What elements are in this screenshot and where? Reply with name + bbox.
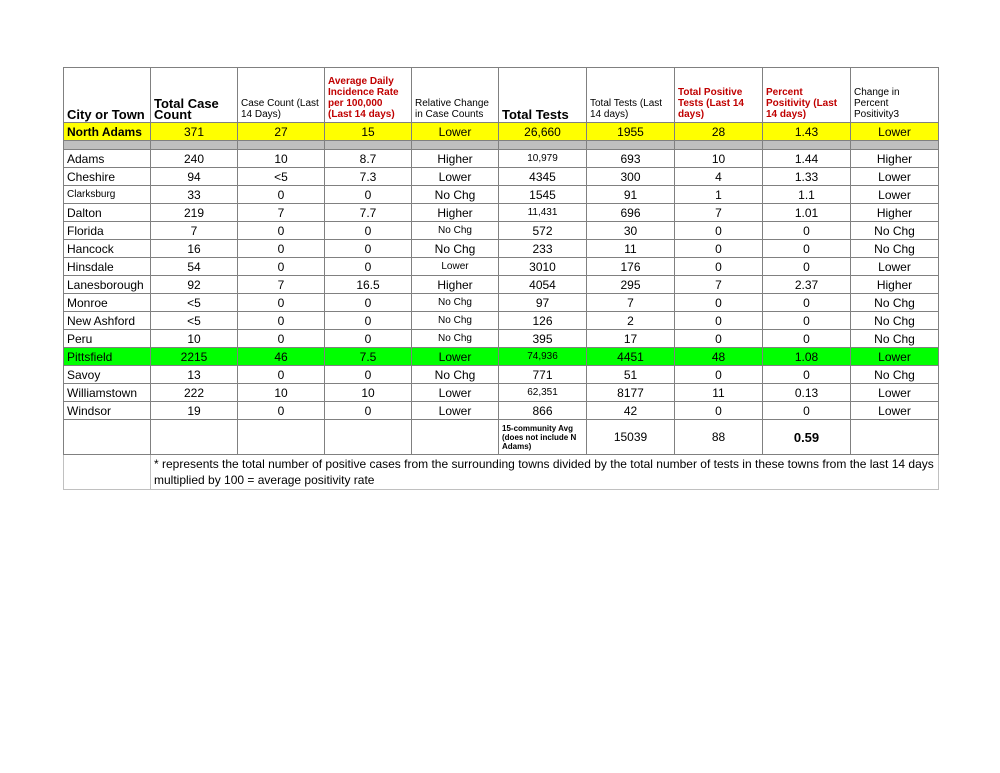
separator-cell (64, 141, 151, 150)
separator-cell (325, 141, 412, 150)
separator-cell (499, 141, 587, 150)
table-cell: 0 (763, 330, 851, 348)
avg-label: 15-community Avg (does not include N Adams) (499, 420, 587, 455)
separator-cell (151, 141, 238, 150)
table-cell: 0 (238, 312, 325, 330)
table-cell: 17 (587, 330, 675, 348)
table-cell: <5 (151, 294, 238, 312)
table-cell: 0 (675, 222, 763, 240)
table-cell: Higher (851, 150, 939, 168)
table-cell: 0 (675, 330, 763, 348)
town-name-cell: Windsor (64, 402, 151, 420)
table-cell: 1.44 (763, 150, 851, 168)
separator-cell (763, 141, 851, 150)
table-row (64, 186, 939, 204)
table-cell: Higher (412, 276, 499, 294)
table-cell: 42 (587, 402, 675, 420)
table-cell: 222 (151, 384, 238, 402)
average-row (64, 420, 939, 455)
empty-cell (64, 420, 151, 455)
town-name-cell: Dalton (64, 204, 151, 222)
header-total-tests-14: Total Tests (Last 14 days) (587, 68, 675, 123)
table-cell: 0 (238, 222, 325, 240)
table-cell: 0 (763, 240, 851, 258)
header-avg-daily-incidence: Average Daily Incidence Rate per 100,000 (Last 14 days) (325, 68, 412, 123)
table-cell: 0 (325, 294, 412, 312)
town-name-cell: Williamstown (64, 384, 151, 402)
town-name-cell: Hancock (64, 240, 151, 258)
table-cell: No Chg (851, 366, 939, 384)
empty-cell (851, 420, 939, 455)
table-cell: Higher (851, 204, 939, 222)
table-cell: 0 (675, 294, 763, 312)
table-cell: 7 (238, 204, 325, 222)
table-cell: 0 (325, 240, 412, 258)
table-cell: 4 (675, 168, 763, 186)
empty-cell (412, 420, 499, 455)
town-data-table (63, 67, 939, 490)
table-cell: 0 (763, 294, 851, 312)
table-cell: 4054 (499, 276, 587, 294)
town-name-cell: Pittsfield (64, 348, 151, 366)
header-case-count-14: Case Count (Last 14 Days) (238, 68, 325, 123)
table-row (64, 384, 939, 402)
table-cell: Lower (412, 168, 499, 186)
table-row (64, 366, 939, 384)
empty-cell (151, 420, 238, 455)
table-row (64, 204, 939, 222)
table-cell: 16 (151, 240, 238, 258)
table-cell: 10 (151, 330, 238, 348)
header-total-tests: Total Tests (499, 68, 587, 123)
table-cell: Higher (412, 150, 499, 168)
table-cell: Lower (412, 348, 499, 366)
table-cell: 92 (151, 276, 238, 294)
town-name-cell: Clarksburg (64, 186, 151, 204)
table-cell: 0 (238, 258, 325, 276)
table-cell: 0 (675, 402, 763, 420)
table-cell: 15 (325, 123, 412, 141)
table-cell: No Chg (851, 222, 939, 240)
table-cell: 0 (238, 240, 325, 258)
table-cell: 94 (151, 168, 238, 186)
table-cell: 1.01 (763, 204, 851, 222)
table-cell: 219 (151, 204, 238, 222)
town-name-cell: Lanesborough (64, 276, 151, 294)
header-row (64, 68, 939, 123)
table-cell: 26,660 (499, 123, 587, 141)
separator-cell (238, 141, 325, 150)
table-cell: 300 (587, 168, 675, 186)
town-name-cell: Savoy (64, 366, 151, 384)
table-cell: 28 (675, 123, 763, 141)
table-cell: 0 (325, 402, 412, 420)
table-cell: Lower (851, 348, 939, 366)
table-cell: 11 (675, 384, 763, 402)
table-cell: 2215 (151, 348, 238, 366)
table-cell: 696 (587, 204, 675, 222)
table-cell: 126 (499, 312, 587, 330)
table-cell: Lower (412, 123, 499, 141)
table-cell: 0 (238, 294, 325, 312)
table-cell: 0 (675, 240, 763, 258)
table-cell: 10,979 (499, 150, 587, 168)
table-cell: No Chg (851, 312, 939, 330)
table-cell: 0 (675, 366, 763, 384)
table-cell: 51 (587, 366, 675, 384)
table-cell: 54 (151, 258, 238, 276)
table-cell: No Chg (851, 240, 939, 258)
table-cell: 0 (325, 312, 412, 330)
table-cell: 4345 (499, 168, 587, 186)
table-cell: 30 (587, 222, 675, 240)
table-cell: 46 (238, 348, 325, 366)
table-cell: 0 (238, 402, 325, 420)
table-cell: No Chg (412, 330, 499, 348)
table-cell: North Adams (64, 123, 151, 141)
table-cell: Lower (851, 123, 939, 141)
table-cell: 0 (763, 402, 851, 420)
town-name-cell: New Ashford (64, 312, 151, 330)
table-cell: 0 (238, 366, 325, 384)
table-cell: 176 (587, 258, 675, 276)
table-cell: 0 (325, 366, 412, 384)
header-city: City or Town (64, 68, 151, 123)
avg-tests-14: 15039 (587, 420, 675, 455)
north-adams-row (64, 123, 939, 141)
town-name-cell: Cheshire (64, 168, 151, 186)
table-cell: 1 (675, 186, 763, 204)
table-cell: 19 (151, 402, 238, 420)
table-cell: 7.5 (325, 348, 412, 366)
table-cell: No Chg (851, 294, 939, 312)
table-cell: 3010 (499, 258, 587, 276)
table-cell: Lower (851, 402, 939, 420)
table-cell: 7 (238, 276, 325, 294)
table-cell: 8.7 (325, 150, 412, 168)
table-cell: 7.7 (325, 204, 412, 222)
table-cell: 0 (675, 312, 763, 330)
table-cell: 693 (587, 150, 675, 168)
table-cell: 7 (675, 276, 763, 294)
table-cell: Lower (412, 258, 499, 276)
table-cell: 0 (763, 258, 851, 276)
table-cell: 771 (499, 366, 587, 384)
table-cell: Lower (851, 258, 939, 276)
town-name-cell: Hinsdale (64, 258, 151, 276)
table-cell: 13 (151, 366, 238, 384)
table-cell: 10 (675, 150, 763, 168)
table-cell: 0 (325, 222, 412, 240)
table-cell: 4451 (587, 348, 675, 366)
table-cell: 11 (587, 240, 675, 258)
table-row (64, 150, 939, 168)
table-cell: 7 (587, 294, 675, 312)
table-row (64, 222, 939, 240)
covid-data-sheet (63, 67, 938, 490)
table-cell: 866 (499, 402, 587, 420)
table-cell: No Chg (412, 186, 499, 204)
table-cell: 8177 (587, 384, 675, 402)
table-cell: 7 (675, 204, 763, 222)
table-cell: 10 (238, 150, 325, 168)
separator-row (64, 141, 939, 150)
table-cell: No Chg (851, 330, 939, 348)
table-cell: 91 (587, 186, 675, 204)
table-cell: 2 (587, 312, 675, 330)
table-cell: 395 (499, 330, 587, 348)
table-cell: 240 (151, 150, 238, 168)
table-row (64, 330, 939, 348)
table-cell: No Chg (412, 294, 499, 312)
table-row (64, 294, 939, 312)
table-cell: 11,431 (499, 204, 587, 222)
header-relative-change: Relative Change in Case Counts (412, 68, 499, 123)
table-cell: 7 (151, 222, 238, 240)
table-cell: 371 (151, 123, 238, 141)
table-cell: 16.5 (325, 276, 412, 294)
table-cell: 0 (238, 186, 325, 204)
table-row (64, 276, 939, 294)
separator-cell (587, 141, 675, 150)
table-cell: 2.37 (763, 276, 851, 294)
footnote-row (64, 455, 939, 490)
table-row (64, 240, 939, 258)
table-cell: 33 (151, 186, 238, 204)
footnote: * represents the total number of positive cases from the surrounding towns divided by the total number of tests in these towns from the last 14 days multiplied by 100 = average positivity rate (151, 455, 939, 490)
table-cell: No Chg (412, 366, 499, 384)
table-cell: 233 (499, 240, 587, 258)
table-cell: 0 (763, 366, 851, 384)
header-total-positive-14: Total Positive Tests (Last 14 days) (675, 68, 763, 123)
table-cell: 10 (325, 384, 412, 402)
table-cell: 1.33 (763, 168, 851, 186)
header-total-case-count: Total Case Count (151, 68, 238, 123)
empty-cell (64, 455, 151, 490)
header-percent-positivity: Percent Positivity (Last 14 days) (763, 68, 851, 123)
table-cell: Lower (412, 384, 499, 402)
table-cell: 1955 (587, 123, 675, 141)
table-cell: Lower (851, 384, 939, 402)
table-cell: 1.08 (763, 348, 851, 366)
table-cell: Higher (412, 204, 499, 222)
separator-cell (412, 141, 499, 150)
table-cell: Lower (412, 402, 499, 420)
table-cell: 0 (238, 330, 325, 348)
table-cell: Lower (851, 186, 939, 204)
header-change-positivity: Change in Percent Positivity3 (851, 68, 939, 123)
table-cell: 572 (499, 222, 587, 240)
empty-cell (238, 420, 325, 455)
table-cell: 62,351 (499, 384, 587, 402)
table-cell: 0.13 (763, 384, 851, 402)
table-cell: No Chg (412, 240, 499, 258)
table-cell: 1545 (499, 186, 587, 204)
town-name-cell: Monroe (64, 294, 151, 312)
table-cell: <5 (151, 312, 238, 330)
avg-positive-14: 88 (675, 420, 763, 455)
empty-cell (325, 420, 412, 455)
table-cell: 295 (587, 276, 675, 294)
table-cell: No Chg (412, 222, 499, 240)
table-cell: 0 (325, 258, 412, 276)
table-cell: Lower (851, 168, 939, 186)
table-cell: 1.43 (763, 123, 851, 141)
separator-cell (851, 141, 939, 150)
table-row (64, 312, 939, 330)
table-cell: 48 (675, 348, 763, 366)
table-row (64, 168, 939, 186)
table-cell: 0 (325, 330, 412, 348)
table-row (64, 258, 939, 276)
table-cell: 7.3 (325, 168, 412, 186)
town-name-cell: Florida (64, 222, 151, 240)
table-cell: 0 (763, 222, 851, 240)
table-cell: 0 (763, 312, 851, 330)
table-cell: <5 (238, 168, 325, 186)
table-cell: Higher (851, 276, 939, 294)
table-cell: 0 (675, 258, 763, 276)
town-name-cell: Adams (64, 150, 151, 168)
table-cell: 0 (325, 186, 412, 204)
table-cell: No Chg (412, 312, 499, 330)
table-cell: 74,936 (499, 348, 587, 366)
table-cell: 27 (238, 123, 325, 141)
table-cell: 1.1 (763, 186, 851, 204)
table-cell: 10 (238, 384, 325, 402)
table-cell: 97 (499, 294, 587, 312)
table-row (64, 348, 939, 366)
table-row (64, 402, 939, 420)
town-name-cell: Peru (64, 330, 151, 348)
separator-cell (675, 141, 763, 150)
avg-positivity: 0.59 (763, 420, 851, 455)
